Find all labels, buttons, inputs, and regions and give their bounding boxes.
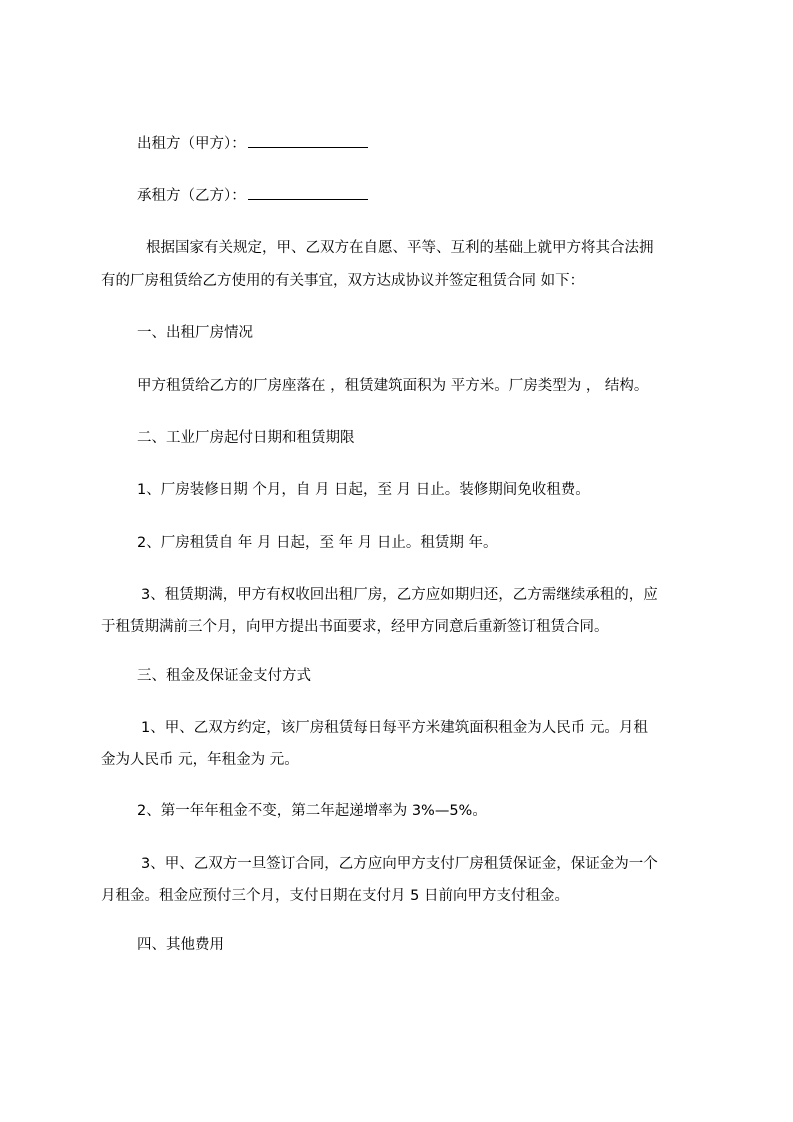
section-3-heading: 三、租金及保证金支付方式: [137, 668, 311, 684]
lessee-line: [137, 185, 368, 206]
lessee-blank: [248, 185, 368, 200]
section-2-item-1: 1、厂房装修日期 个月，自 月 日起，至 月 日止。装修期间免收租费。: [137, 482, 590, 498]
section-2-item-3-line-2: 于租赁期满前三个月，向甲方提出书面要求，经甲方同意后重新签订租赁合同。: [101, 619, 609, 635]
section-1-heading: 一、出租厂房情况: [137, 325, 253, 341]
lessor-blank: [248, 133, 368, 148]
section-3-item-1-line-1: 1、甲、乙双方约定，该厂房租赁每日每平方米建筑面积租金为人民币 元。月租: [141, 720, 648, 736]
section-1-text: 甲方租赁给乙方的厂房座落在 ，租赁建筑面积为 平方米。厂房类型为 ， 结构。: [137, 378, 649, 394]
lessor-label: 出租方（甲方）：: [137, 136, 246, 152]
lessee-label: 承租方（乙方）：: [137, 188, 246, 204]
section-2-heading: 二、工业厂房起付日期和租赁期限: [137, 430, 355, 446]
section-2-item-3-line-1: 3、租赁期满，甲方有权收回出租厂房，乙方应如期归还，乙方需继续承租的，应: [141, 587, 658, 603]
section-3-item-2: 2、第一年年租金不变，第二年起递增率为 3%—5%。: [137, 803, 487, 819]
lessor-line: [137, 133, 368, 154]
section-3-item-3-line-1: 3、甲、乙双方一旦签订合同，乙方应向甲方支付厂房租赁保证金，保证金为一个: [141, 856, 658, 872]
section-3-item-1-line-2: 金为人民币 元，年租金为 元。: [101, 752, 299, 768]
section-4-heading: 四、其他费用: [137, 937, 224, 953]
section-3-item-3-line-2: 月租金。租金应预付三个月，支付日期在支付月 5 日前向甲方支付租金。: [101, 888, 569, 904]
intro-line-2: 有的厂房租赁给乙方使用的有关事宜，双方达成协议并签定租赁合同 如下：: [101, 273, 585, 289]
intro-line-1: 根据国家有关规定，甲、乙双方在自愿、平等、互利的基础上就甲方将其合法拥: [146, 240, 654, 256]
section-2-item-2: 2、厂房租赁自 年 月 日起，至 年 月 日止。租赁期 年。: [137, 535, 498, 551]
